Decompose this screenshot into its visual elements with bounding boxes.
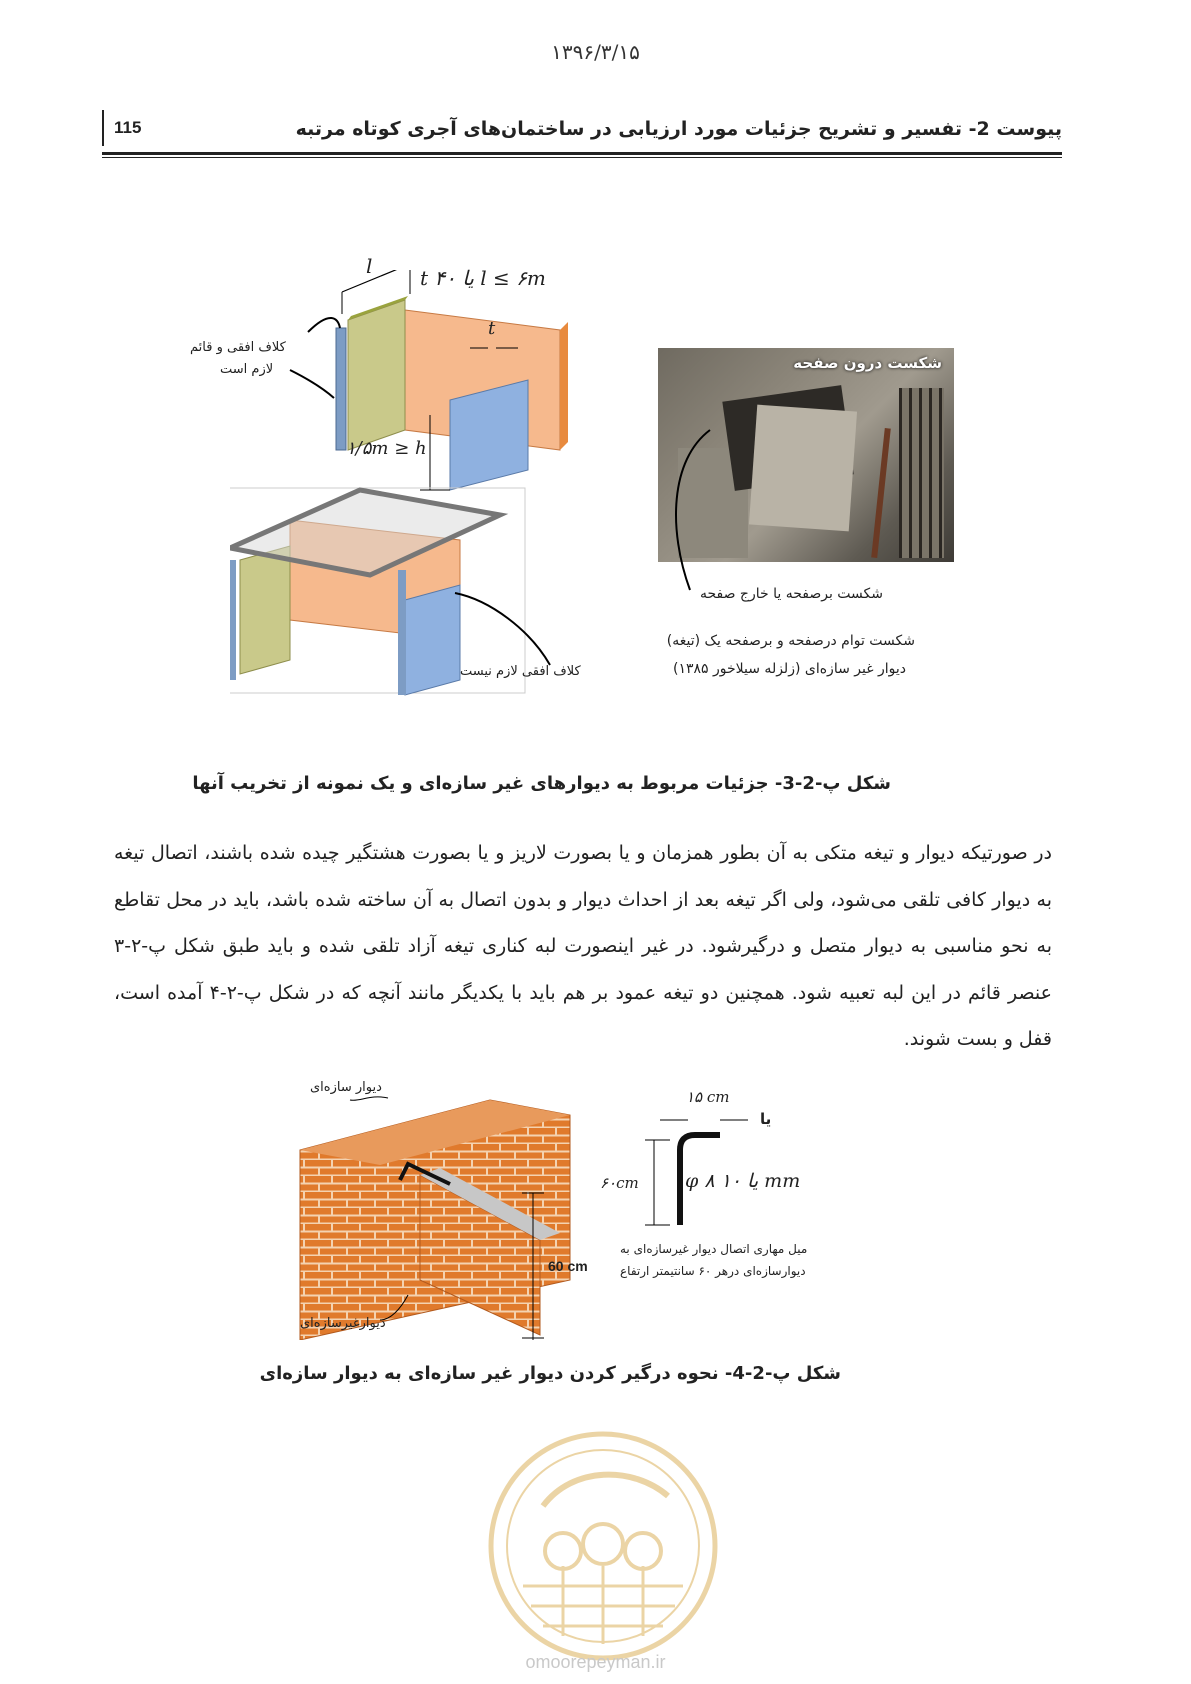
label-tie-required-2: لازم است [220,362,274,377]
label-structural-wall: دیوار سازه‌ای [310,1080,382,1095]
length-symbol: l [366,254,373,278]
bar-length: ۶۰cm [600,1174,639,1192]
figure-2-caption: شکل پ-2-4- نحوه درگیر کردن دیوار غیر سازه‌ای به دیوار سازه‌ای [259,1363,841,1384]
figure-2-drawing [290,1080,910,1340]
figure-1-caption: شکل پ-2-3- جزئیات مربوط به دیوارهای غیر سازه‌ای و یک نمونه از تخریب آنها [192,773,891,794]
lower-column-1 [230,560,236,680]
photo-label-in-plane: شکست درون صفحه [793,354,942,372]
thickness-symbol: t [488,318,496,339]
bar-note-1: میل مهاری اتصال دیوار غیرسازه‌ای به [620,1242,808,1256]
photo-label-out-of-plane: شکست برصفحه یا خارج صفحه [699,586,883,602]
photo-fallen-slab [749,405,857,532]
orange-wall-edge [560,322,568,450]
watermark-url: omoorepeyman.ir [525,1652,666,1672]
no-tie-arrow [455,593,550,665]
blue-wall [450,380,528,490]
label-tie-not-required: کلاف افقی لازم نیست [460,664,581,679]
page-number: 115 [114,118,142,137]
bar-note-2: دیوارسازه‌ای درهر ۶۰ سانتیمتر ارتفاع [620,1264,806,1278]
photo-window-grill [899,388,944,558]
bar-or: یا [760,1110,772,1128]
photo-crack [871,428,891,558]
length-dim-line [342,270,410,292]
bar-hook-length: ۱۵ cm [686,1088,730,1106]
bar-diameter: φ ۸ یا ۱۰ mm [685,1170,801,1192]
lower-blue-wall [405,585,460,695]
height-rule: ۱/۵m ≥ h [346,438,427,459]
running-title: پیوست 2- تفسیر و تشریح جزئیات مورد ارزیابی در ساختمان‌های آجری کوتاه مرتبه [295,118,1062,140]
length-rule: l ≤ ۶m یا ۴۰ t [420,266,546,290]
page-number-bar [102,110,104,146]
page-header [102,104,1062,152]
vertical-tie [336,328,346,450]
label-arrow-structural [350,1097,388,1100]
photo-caption-1: شکست توام درصفحه و برصفحه یک (تیغه) [666,633,915,649]
green-wall [348,300,405,450]
tie-arrow-1 [308,318,340,332]
tie-arrow-2 [290,370,334,398]
dim-60cm: 60 cm [548,1258,588,1274]
lower-column-2 [398,570,406,695]
figure-2 [290,1080,910,1340]
body-paragraph: در صورتیکه دیوار و تیغه متکی به آن بطور همزمان و یا بصورت لاریز و یا بصورت هشتگیر چیده شده باشند، اتصال تیغه به دیوار کافی تلقی می‌شود، ولی اگر تیغه بعد از احداث دیوار و بدون اتصال به آن ساخته شده باشد، باید در محل تقاطع به نحو مناسبی به دیوار متصل و درگیرشود. در غیر اینصورت لبه کناری تیغه آزاد تلقی شده و باید طبق شکل پ-۲-۳ عنصر قائم در این لبه تعبیه شود. همچنین دو تیغه عمود بر هم باید با یکدیگر مانند آنچه که در شکل پ-۲-۴ آمده است، قفل و بست شوند. [114,842,1052,1050]
label-tie-required-1: کلاف افقی و قائم [190,340,286,355]
watermark-seal [483,1426,723,1666]
header-rule-thin [102,157,1062,158]
header-rule-thick [102,152,1062,155]
photo-caption-2: دیوار غیر سازه‌ای (زلزله سیلاخور ۱۳۸۵) [673,661,906,677]
page-date: ۱۳۹۶/۳/۱۵ [551,40,640,64]
label-nonstructural-wall: دیوارغیرسازه‌ای [300,1316,386,1331]
lower-green-wall [240,546,290,674]
out-of-plane-arrow [660,410,740,600]
